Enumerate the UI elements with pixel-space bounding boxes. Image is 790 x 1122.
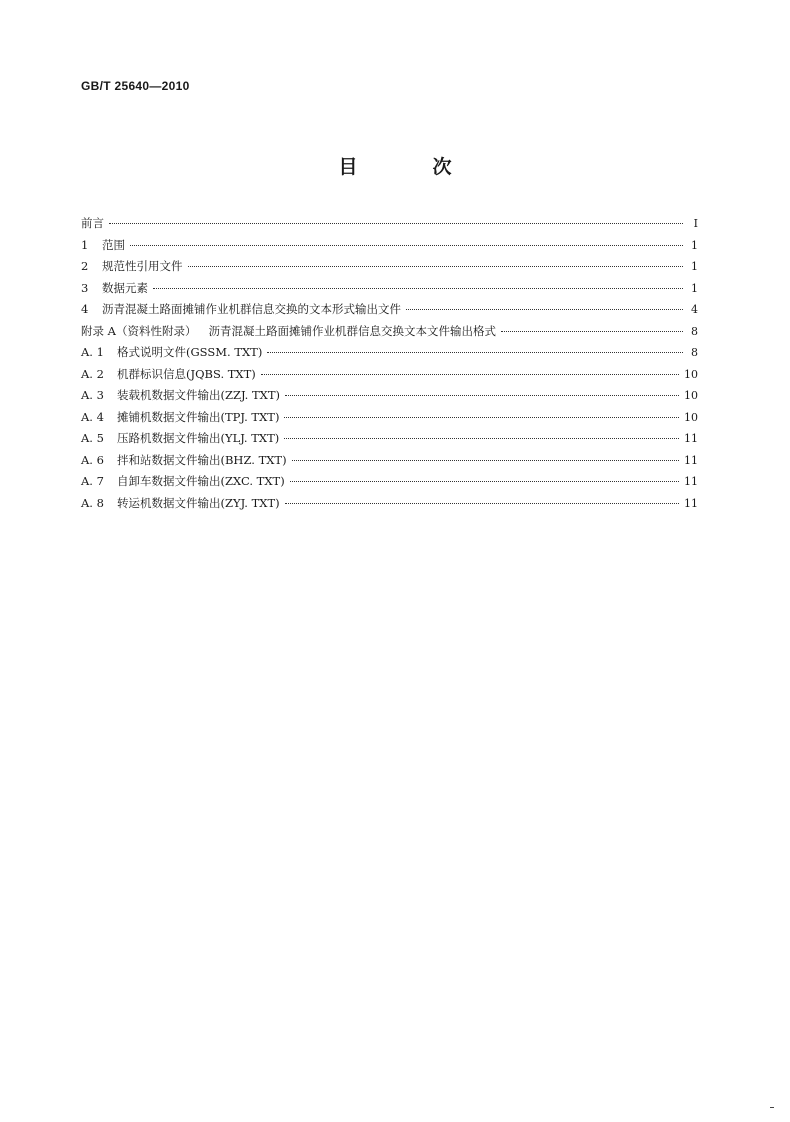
- toc-entry-number: 2: [81, 259, 89, 273]
- toc-entry-label: 转运机数据文件输出(ZYJ. TXT): [117, 495, 280, 510]
- toc-entry-a8[interactable]: [81, 495, 698, 517]
- dot-leader: [406, 309, 683, 310]
- toc-entry-label: 格式说明文件(GSSM. TXT): [117, 345, 263, 359]
- toc-entry-number: A. 1: [81, 345, 104, 359]
- dot-leader: [109, 223, 683, 224]
- table-of-contents: [81, 215, 698, 516]
- dot-leader: [285, 395, 679, 396]
- toc-entry-number: A. 2: [81, 366, 104, 381]
- toc-entry-page: 10: [684, 367, 698, 381]
- scan-mark: [770, 1107, 774, 1108]
- toc-entry-page: 1: [691, 260, 698, 273]
- toc-entry-number: 1: [81, 237, 89, 252]
- toc-entry-a5[interactable]: [81, 430, 698, 452]
- toc-entry-label: 数据元素: [102, 280, 148, 295]
- toc-entry-page: 8: [691, 346, 698, 359]
- dot-leader: [130, 245, 683, 246]
- toc-entry-label: 范围: [102, 237, 125, 252]
- toc-entry-page: 11: [684, 432, 698, 445]
- toc-entry-page: 8: [691, 324, 698, 338]
- toc-entry-number: 3: [81, 280, 89, 295]
- dot-leader: [501, 331, 683, 332]
- toc-entry-number: A. 8: [81, 495, 104, 510]
- dot-leader: [261, 374, 679, 375]
- toc-entry-number: 4: [81, 302, 89, 316]
- toc-entry-a4[interactable]: [81, 409, 698, 431]
- dot-leader: [292, 460, 679, 461]
- toc-entry-annex-a[interactable]: [81, 323, 698, 345]
- toc-entry-label: 摊铺机数据文件输出(TPJ. TXT): [117, 409, 280, 424]
- toc-entry-page: 11: [684, 475, 698, 488]
- toc-entry-a6[interactable]: [81, 452, 698, 474]
- toc-entry-page: 1: [691, 238, 698, 252]
- dot-leader: [267, 352, 683, 353]
- toc-entry-number: 附录 A（资料性附录）: [81, 323, 197, 338]
- toc-entry-number: A. 3: [81, 388, 104, 402]
- dot-leader: [290, 481, 679, 482]
- toc-entry-page: 4: [691, 303, 698, 316]
- toc-entry-4[interactable]: [81, 301, 698, 323]
- toc-entry-label: 装载机数据文件输出(ZZJ. TXT): [117, 388, 281, 402]
- toc-entry-page: 10: [684, 389, 698, 402]
- toc-entry-label: 拌和站数据文件输出(BHZ. TXT): [117, 452, 287, 467]
- toc-entry-3[interactable]: [81, 280, 698, 302]
- toc-entry-label: 压路机数据文件输出(YLJ. TXT): [117, 431, 280, 445]
- toc-entry-a1[interactable]: [81, 344, 698, 366]
- dot-leader: [153, 288, 683, 289]
- toc-entry-foreword[interactable]: [81, 215, 698, 237]
- dot-leader: [284, 438, 679, 439]
- toc-entry-1[interactable]: [81, 237, 698, 259]
- toc-entry-2[interactable]: [81, 258, 698, 280]
- toc-entry-page: Ⅰ: [693, 217, 698, 230]
- dot-leader: [188, 266, 684, 267]
- toc-entry-a7[interactable]: [81, 473, 698, 495]
- toc-entry-a2[interactable]: [81, 366, 698, 388]
- toc-entry-label: 前言: [81, 216, 104, 230]
- toc-entry-label: 自卸车数据文件输出(ZXC. TXT): [117, 474, 285, 488]
- toc-entry-page: 1: [691, 281, 698, 295]
- standard-code: GB/T 25640—2010: [81, 79, 190, 93]
- toc-entry-page: 11: [684, 453, 698, 467]
- toc-entry-label: 沥青混凝土路面摊铺作业机群信息交换文本文件输出格式: [208, 323, 496, 338]
- toc-entry-label: 沥青混凝土路面摊铺作业机群信息交换的文本形式输出文件: [102, 302, 401, 316]
- toc-entry-label: 规范性引用文件: [102, 259, 183, 273]
- toc-entry-number: A. 5: [81, 431, 104, 445]
- toc-entry-page: 10: [684, 410, 698, 424]
- dot-leader: [285, 503, 679, 504]
- dot-leader: [284, 417, 679, 418]
- toc-entry-number: A. 6: [81, 452, 104, 467]
- page-title: 目 次: [338, 156, 480, 178]
- toc-entry-number: A. 4: [81, 409, 104, 424]
- toc-entry-a3[interactable]: [81, 387, 698, 409]
- toc-entry-label: 机群标识信息(JQBS. TXT): [117, 366, 256, 381]
- toc-entry-page: 11: [684, 496, 698, 510]
- toc-entry-number: A. 7: [81, 474, 104, 488]
